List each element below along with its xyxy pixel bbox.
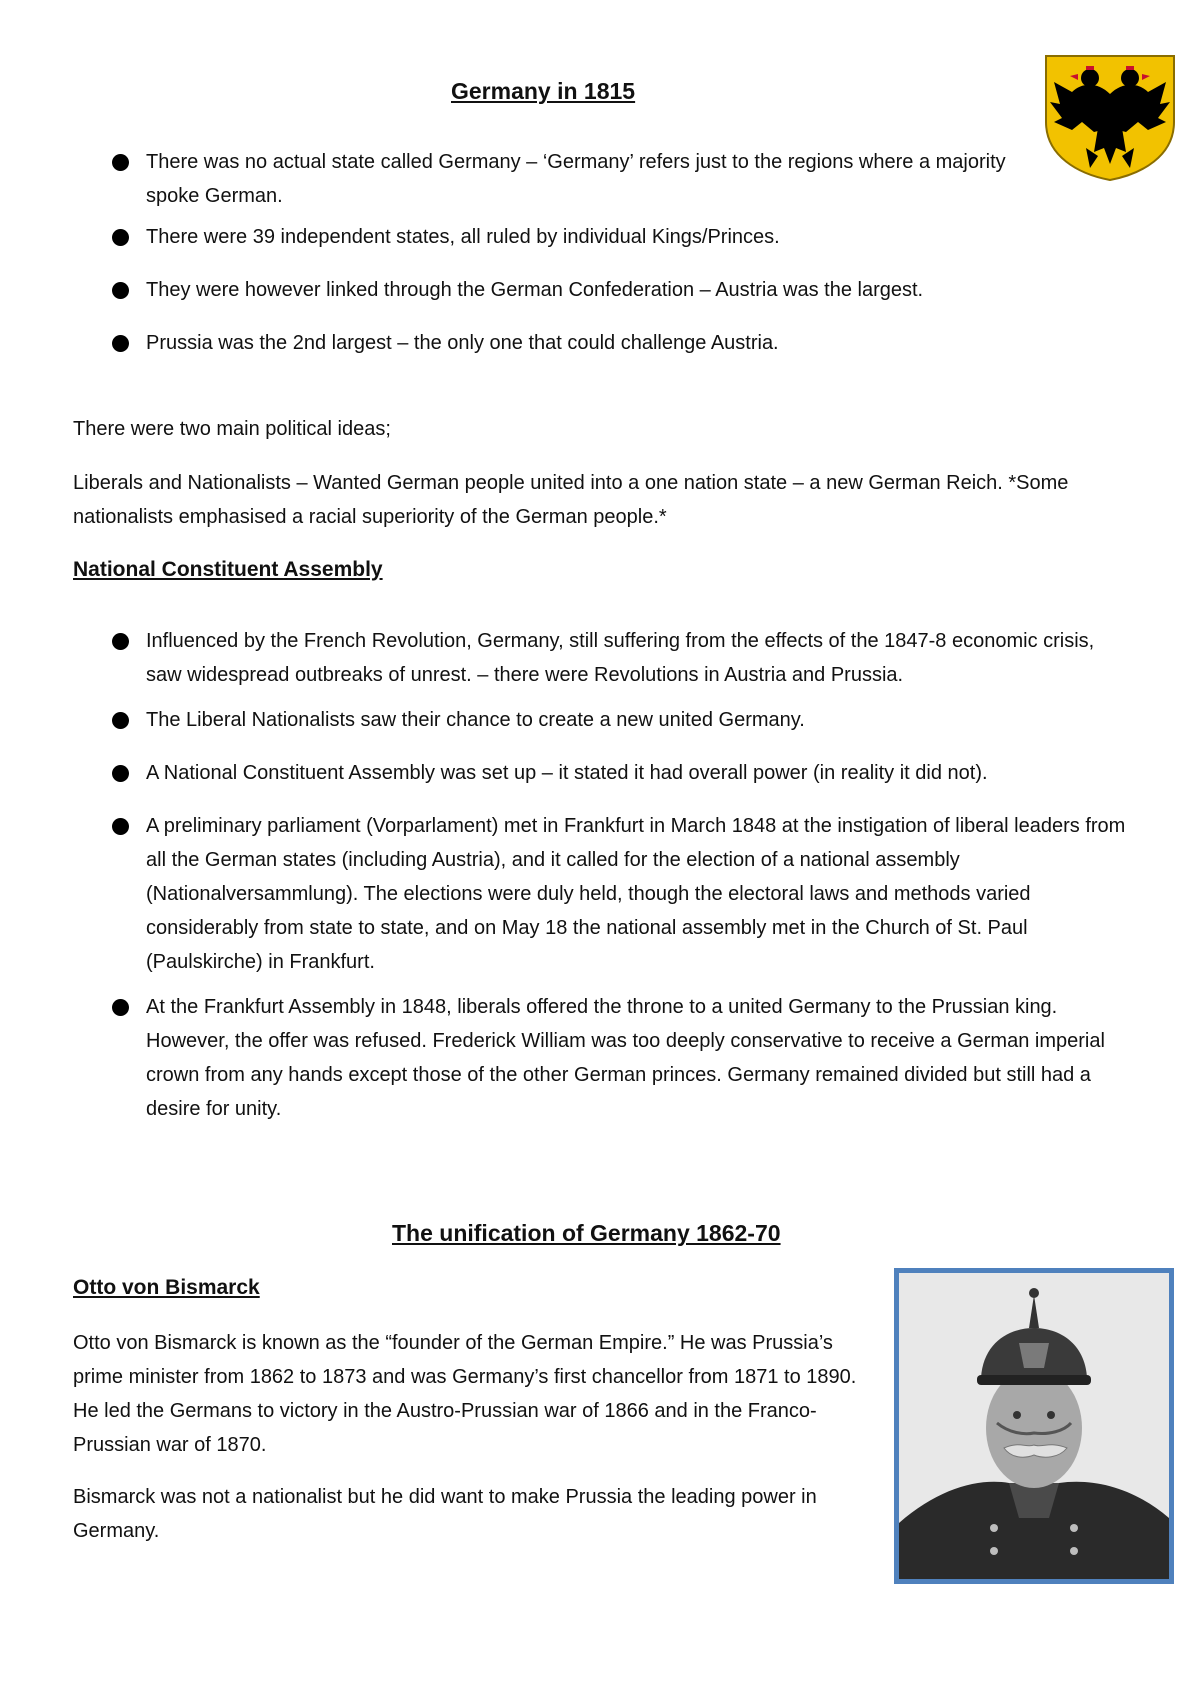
bullet-icon [112,999,129,1016]
page-title: Germany in 1815 [451,78,636,104]
assembly-bullet-list [73,624,1133,1126]
bullet-icon [112,229,129,246]
list-item: Influenced by the French Revolution, Germany, still suffering from the effects of the 1847-8 economic crisis, saw widespread outbreaks of unrest. – there were Revolutions in Austria and Prussia. [73,624,1133,692]
portrait-icon [899,1273,1169,1579]
list-item: A preliminary parliament (Vorparlament) met in Frankfurt in March 1848 at the instigation of liberal leaders from all the German states (including Austria), and it called for the election of a national assembly (Nationalversammlung). The elections were duly held, though the electoral laws and methods varied considerably from state to state, and on May 18 the national assembly met in the Church of St. Paul (Paulskirche) in Frankfurt. [73,809,1133,979]
bullet-icon [112,282,129,299]
list-item: They were however linked through the German Confederation – Austria was the largest. [73,273,1033,307]
bullet-icon [112,335,129,352]
list-item: Prussia was the 2nd largest – the only one that could challenge Austria. [73,326,1033,360]
bullet-icon [112,712,129,729]
list-item: There was no actual state called Germany – ‘Germany’ refers just to the regions where a majority spoke German. [73,145,1033,213]
list-item: There were 39 independent states, all ruled by individual Kings/Princes. [73,220,1033,254]
bismarck-paragraph: Otto von Bismarck is known as the “founder of the German Empire.” He was Prussia’s prime minister from 1862 to 1873 and was Germany’s first chancellor from 1871 to 1890. He led the Germans to victory in the Austro-Prussian war of 1866 and in the Franco-Prussian war of 1870. [73,1332,857,1456]
unification-title: The unification of Germany 1862-70 [392,1220,781,1246]
bullet-icon [112,765,129,782]
list-item: A National Constituent Assembly was set up – it stated it had overall power (in reality it did not). [73,756,1133,790]
list-item: The Liberal Nationalists saw their chance to create a new united Germany. [73,703,1133,737]
bullet-icon [112,818,129,835]
list-item: At the Frankfurt Assembly in 1848, liberals offered the throne to a united Germany to the Prussian king. However, the offer was refused. Frederick William was too deeply conservative to receive a German imperial crown from any hands except those of the other German princes. Germany remained divided but still had a desire for unity. [73,990,1133,1126]
bismarck-heading: Otto von Bismarck [73,1276,260,1299]
bullet-icon [112,633,129,650]
bullet-icon [112,154,129,171]
intro-paragraph: There were two main political ideas; [73,418,391,440]
coat-of-arms-image [1042,52,1178,182]
assembly-heading: National Constituent Assembly [73,558,383,581]
liberals-paragraph: Liberals and Nationalists – Wanted German people united into a one nation state – a new German Reich. *Some nationalists emphasised a racial superiority of the German people.* [73,472,1069,528]
intro-bullet-list [73,145,1033,360]
bismarck-power-paragraph: Bismarck was not a nationalist but he did want to make Prussia the leading power in Germany. [73,1486,817,1542]
bismarck-portrait-image [894,1268,1174,1584]
